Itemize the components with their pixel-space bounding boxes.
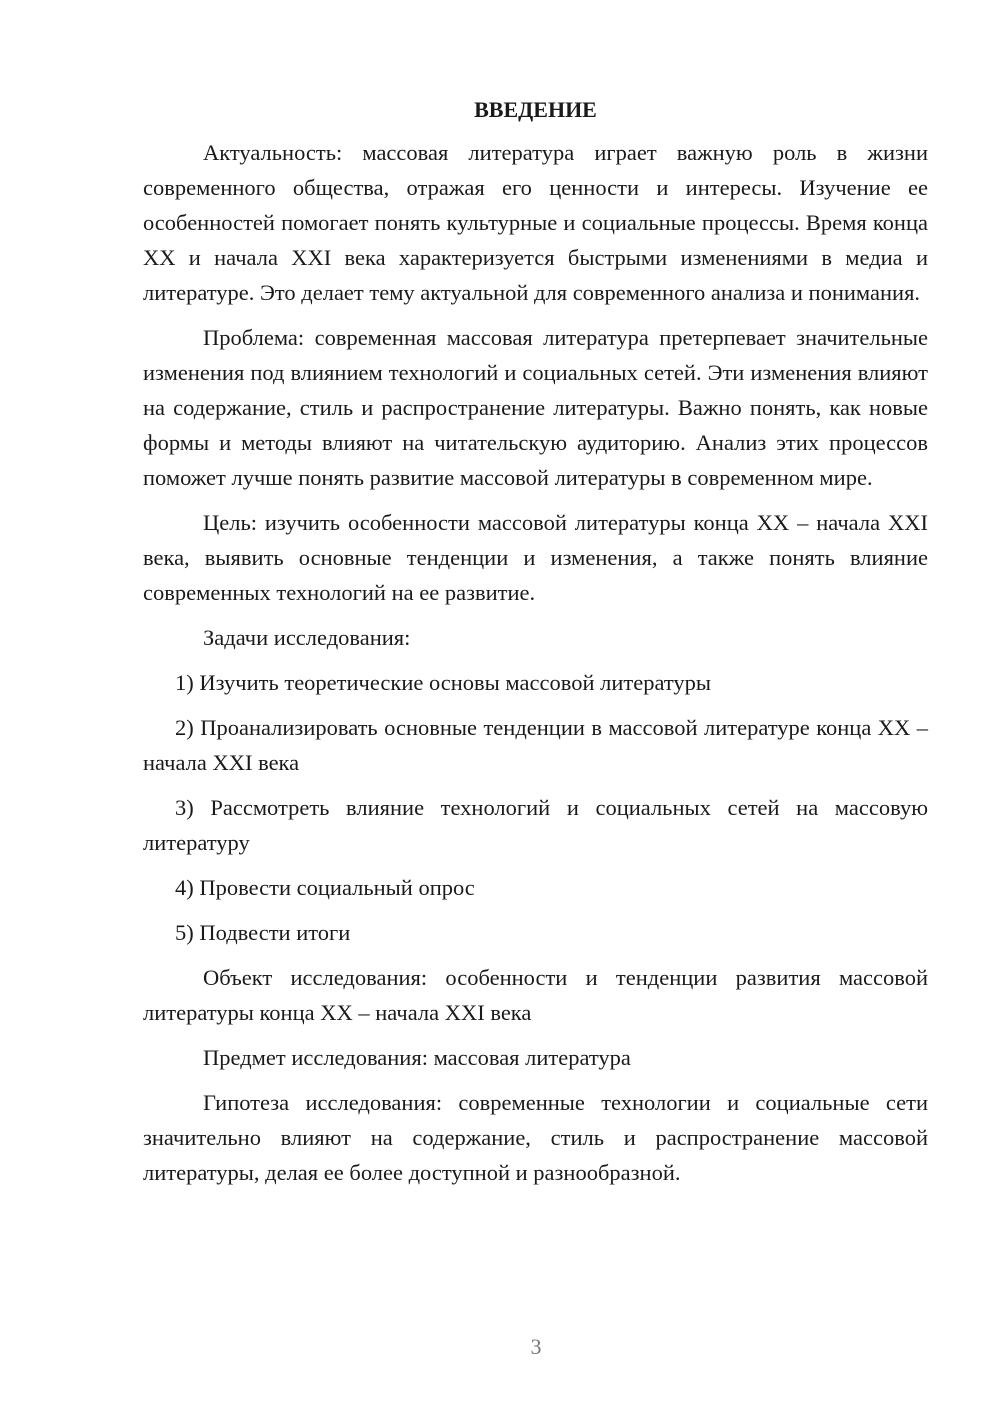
- task-item: 1) Изучить теоретические основы массовой литературы: [175, 670, 712, 695]
- task-item: 4) Провести социальный опрос: [175, 875, 475, 900]
- page-heading: ВВЕДЕНИЕ: [474, 97, 597, 122]
- task-item: 5) Подвести итоги: [175, 920, 351, 945]
- page-content: [143, 92, 928, 1200]
- hypothesis-paragraph: Гипотеза исследования: современные технологии и социальные сети значительно влияют на содержание, стиль и распространение массовой литературы, делая ее более доступной и разнообразной.: [143, 1090, 928, 1185]
- task-item: 2) Проанализировать основные тенденции в массовой литературе конца XX – начала XXI века: [143, 715, 928, 775]
- subject-paragraph: Предмет исследования: массовая литература: [203, 1045, 631, 1070]
- task-item: 3) Рассмотреть влияние технологий и социальных сетей на массовую литературу: [143, 795, 928, 855]
- tasks-title: Задачи исследования:: [203, 625, 411, 650]
- problem-paragraph: Проблема: современная массовая литература претерпевает значительные изменения под влиянием технологий и социальных сетей. Эти изменения влияют на содержание, стиль и распространение литературы. Важно понять, как новые формы и методы влияют на читательскую аудиторию. Анализ этих процессов поможет лучше понять развитие массовой литературы в современном мире.: [143, 325, 928, 490]
- goal-paragraph: Цель: изучить особенности массовой литературы конца XX – начала XXI века, выявить основные тенденции и изменения, а также понять влияние современных технологий на ее развитие.: [143, 510, 928, 605]
- relevance-paragraph: Актуальность: массовая литература играет важную роль в жизни современного общества, отражая его ценности и интересы. Изучение ее особенностей помогает понять культурные и социальные процессы. Время конца XX и начала XXI века характеризуется быстрыми изменениями в медиа и литературе. Это делает тему актуальной для современного анализа и понимания.: [143, 140, 928, 305]
- page-number: 3: [530, 1334, 542, 1359]
- object-paragraph: Объект исследования: особенности и тенденции развития массовой литературы конца XX – начала XXI века: [143, 965, 928, 1025]
